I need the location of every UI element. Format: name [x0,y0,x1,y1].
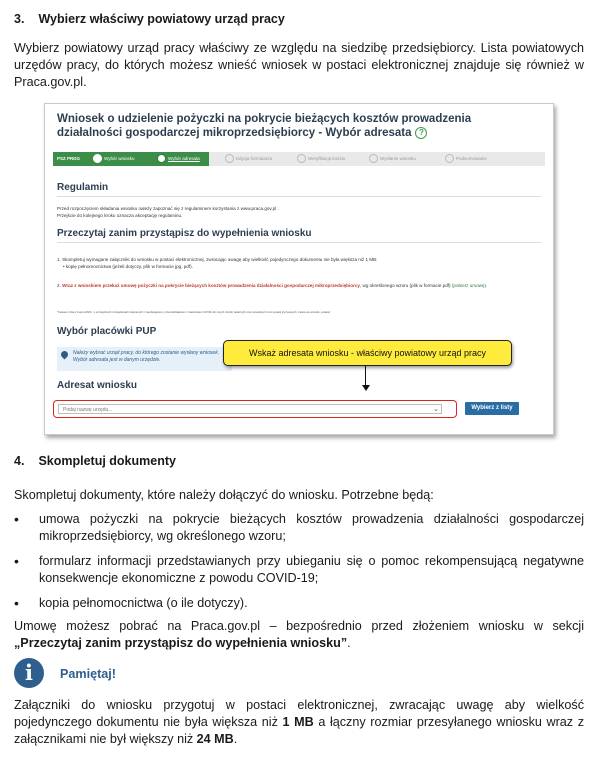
section-4-intro: Skompletuj dokumenty, które należy dołączyć do wniosku. Potrzebne będą: [14,488,434,502]
adresat-heading: Adresat wniosku [57,380,138,391]
highlight-frame [53,400,457,418]
form-screenshot [44,103,554,435]
step-weryfikacja [297,152,345,166]
wybor-placowki-heading: Wybór placówki PUP [57,326,157,337]
pending-step-icon [297,154,306,163]
step-label: Wybór adresata [168,156,200,161]
item-2-prefix: 2. [57,283,63,288]
help-icon[interactable]: ? [415,127,427,139]
documents-list [14,511,584,620]
info-icon: i [14,658,44,688]
step-label: Wybór wniosku [104,156,135,161]
pin-icon [60,350,70,360]
list-item [14,511,584,545]
step-label: Edycja formularza [236,156,273,161]
remember-text-3: . [233,732,238,746]
select-placeholder: Podaj nazwę urzędu... [63,407,113,413]
section-4-heading [14,454,176,468]
item-2 [57,282,527,289]
contract-note-bold: „Przeczytaj zanim przystąpisz do wypełnienia wniosku” [14,636,348,650]
remember-label: Pamiętaj! [60,667,116,681]
bullet: • [14,595,19,611]
section-number: 4. [14,454,25,468]
step-wybor-wniosku[interactable] [93,152,134,166]
callout-annotation: Wskaż adresata wniosku - właściwy powiatowy urząd pracy [223,340,512,366]
regulamin-line-1: Przed rozpoczęciem składania wniosku należy zapoznać się z regulaminem korzystania z www.praca.gov.pl . [57,206,279,211]
max-total-size: 24 MB [196,732,234,746]
divider [57,196,541,197]
pending-step-icon [369,154,378,163]
section-3-heading [14,12,285,26]
chevron-down-icon[interactable]: ⌄ [433,406,439,413]
step-wybor-adresata[interactable] [157,152,200,166]
form-title [57,112,527,140]
item-2-red: Wraz z wnioskiem przekaż umowę pożyczki na pokrycie bieżących kosztów prowadzenia działalności gospodarczej mikroprzedsiębiorcy [62,283,360,288]
step-label: Podsumowanie [456,156,487,161]
step-wyslanie [369,152,416,166]
section-3-text: Wybierz powiatowy urząd pracy właściwy ze względu na siedzibę przedsiębiorcy. Lista powiatowych urzędów pracy, do których możesz wnieść wniosek w postaci elektronicznej znajduje się również w Praca.gov.pl. [14,41,584,89]
step-edycja-formularza [225,152,272,166]
section-title: Wybierz właściwy powiatowy urząd pracy [38,12,285,26]
bullet: • [14,511,19,527]
bullet: • [14,553,19,569]
max-file-size: 1 MB [282,715,314,729]
step-progress-bar [53,152,545,166]
remember-text-1: Załączniki do wniosku przygotuj w postaci elektronicznej, zwracając uwagę aby wielkość pojedynczego dokumentu nie była większa niż [14,698,584,729]
remember-text-2: a łączny rozmiar przesyłanego wniosku wraz z załącznikami nie był większy niż [14,715,584,746]
pending-step-icon [445,154,454,163]
callout-arrow-line [365,365,366,387]
contract-note [14,618,584,652]
divider [57,242,541,243]
step-podsumowanie [445,152,487,166]
choose-from-list-button[interactable]: Wybierz z listy [465,402,519,415]
item-1 [57,256,527,270]
item-2-suffix: , wg określonego wzoru (plik w formacie pdf) [359,283,452,288]
item-1-sub: • kopię pełnomocnictwa (jeżeli dotyczy, plik w formacie jpg, pdf). [63,264,193,269]
info-box [57,347,232,371]
arrow-down-icon [362,385,370,391]
download-contract-link[interactable]: (pobierz umowę) [451,283,487,288]
contract-note-text: Umowę możesz pobrać na Praca.gov.pl – bezpośrednio przed złożeniem wniosku w sekcji [14,619,584,633]
contract-note-end: . [347,636,351,650]
item-2-end: . [486,283,488,288]
step-label: Weryfikacja kosztu [308,156,346,161]
list-item [14,553,584,587]
pending-step-icon [225,154,234,163]
list-item [14,595,584,612]
regulamin-line-2: Przejście do kolejnego kroku oznacza akceptację regulaminu. [57,213,183,218]
check-icon [93,154,102,163]
item-1-text: 1. Skompletuj wymagane załączniki do wniosku w postaci elektronicznej, zwracając uwagę aby wielkość pojedynczego dokumentu nie była większa niż 1 MB: [57,257,378,262]
list-item-text: kopia pełnomocnictwa (o ile dotyczy). [39,596,248,610]
regulamin-text [57,205,527,219]
section-number: 3. [14,12,25,26]
remember-text [14,697,584,748]
info-text: Należy wybrać urząd pracy, do którego zostanie wysłany wniosek. Wybór adresata jest w danym urzędzie. [73,350,220,363]
list-item-text: formularz informacji przedstawianych przy ubieganiu się o pomoc rekompensującą negatywne konsekwencje ekonomiczne z powodu COVID-19; [39,554,584,585]
office-select[interactable] [58,404,442,414]
section-title: Skompletuj dokumenty [38,454,176,468]
current-step-icon [157,154,166,163]
przeczytaj-heading: Przeczytaj zanim przystąpisz do wypełnienia wniosku [57,228,312,239]
step-psz: PSZ PRDG [57,156,81,161]
form-title-text: Wniosek o udzielenie pożyczki na pokrycie bieżących kosztów prowadzenia działalności gospodarczej mikroprzedsiębiorcy - Wybór adresata [57,113,472,139]
regulamin-heading: Regulamin [57,182,109,193]
step-label: Wysłanie wniosku [380,156,416,161]
list-item-text: umowa pożyczki na pokrycie bieżących kosztów prowadzenia działalności gospodarczej mikroprzedsiębiorcy, wg określonego wzoru; [39,512,584,543]
footnote: *Ustawa z dnia 2 marca 2020 r. o szczególnych rozwiązaniach związanych z zapobieganiem, przeciwdziałaniem i zwalczaniem COVID-19, innych chorób zakaźnych oraz wywołanych nimi sytuacji kryzysowych, zwana we wniosku „ustawą". [57,311,332,314]
